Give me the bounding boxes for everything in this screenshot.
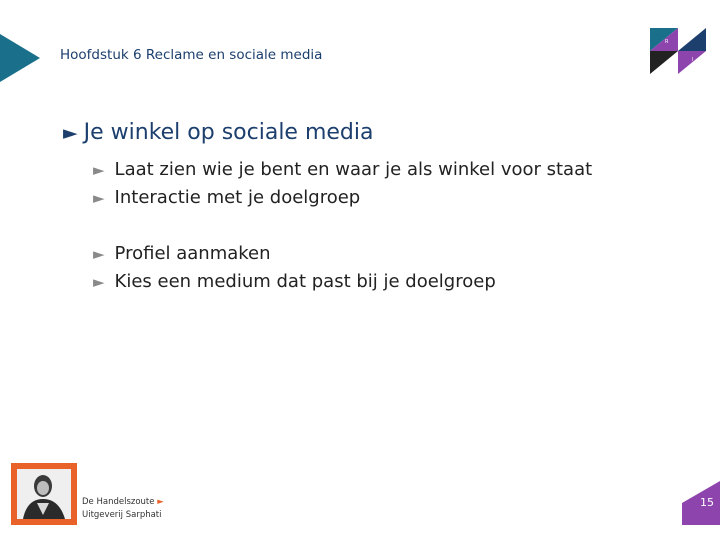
bullet-arrow-icon: ► [93, 161, 105, 179]
portrait-figure-icon [17, 469, 71, 519]
logo-letter-r: R [665, 39, 669, 45]
heading-arrow-icon: ► [63, 122, 78, 144]
bullet-item [93, 268, 496, 296]
publisher-arrow-icon: ► [157, 497, 164, 507]
slide-heading [63, 120, 373, 145]
bullet-arrow-icon: ► [93, 245, 105, 263]
publisher-portrait-logo [11, 463, 77, 525]
bullet-item [93, 156, 592, 184]
brand-logo-icon [650, 28, 706, 74]
publisher-line-1: De Handelszoute ► [82, 497, 164, 507]
bullet-arrow-icon: ► [93, 189, 105, 207]
publisher-name [82, 496, 164, 522]
bullet-item [93, 240, 496, 268]
page-number: 15 [700, 496, 714, 509]
bullet-text: Laat zien wie je bent en waar je als winkel voor staat [114, 159, 593, 180]
bullet-group-2 [93, 240, 496, 296]
bullet-text: Profiel aanmaken [114, 243, 271, 264]
bullet-arrow-icon: ► [93, 273, 105, 291]
bullet-group-1 [93, 156, 592, 212]
corner-triangle-decoration [0, 34, 40, 82]
logo-letter-i: I [692, 57, 694, 63]
bullet-text: Interactie met je doelgroep [114, 187, 361, 208]
portrait-frame [17, 469, 71, 519]
bullet-item [93, 184, 592, 212]
publisher-line-2: Uitgeverij Sarphati [82, 510, 162, 520]
bullet-text: Kies een medium dat past bij je doelgroep [114, 271, 496, 292]
chapter-title: Hoofdstuk 6 Reclame en sociale media [60, 47, 323, 63]
heading-text: Je winkel op sociale media [83, 120, 374, 145]
